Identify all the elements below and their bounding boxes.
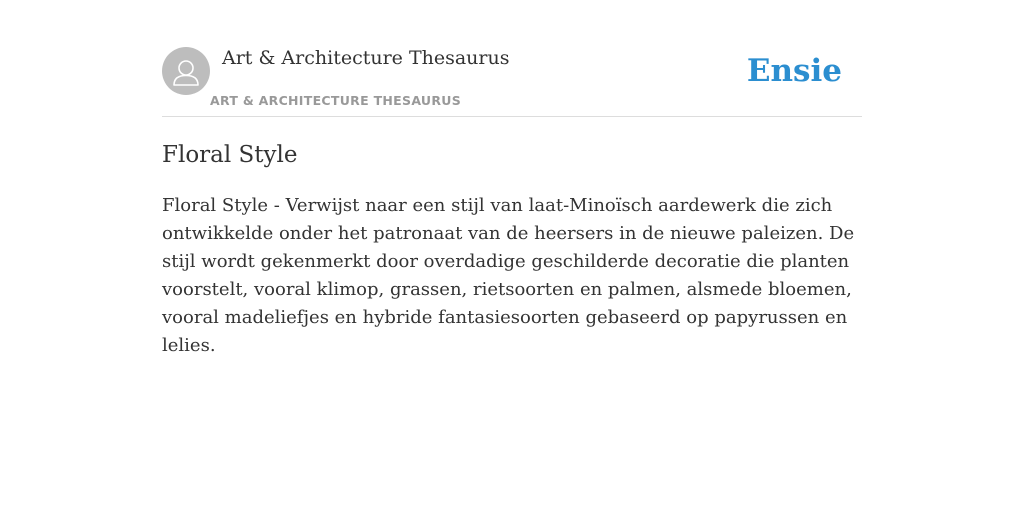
- avatar[interactable]: [162, 47, 210, 95]
- header: [162, 46, 862, 117]
- ensie-logo[interactable]: Ensie: [746, 53, 842, 89]
- author-subtitle[interactable]: ART & ARCHITECTURE THESAURUS: [210, 93, 462, 108]
- article-title: Floral Style: [162, 142, 298, 168]
- user-icon: [162, 47, 210, 95]
- author-name[interactable]: Art & Architecture Thesaurus: [222, 47, 510, 69]
- article-definition: Floral Style - Verwijst naar een stijl van laat-Minoïsch aardewerk die zich ontwikkelde onder het patronaat van de heersers in de nieuwe paleizen. De stijl wordt gekenmerkt door overdadige geschilderde decoratie die planten voorstelt, vooral klimop, grassen, rietsoorten en palmen, alsmede bloemen, vooral madeliefjes en hybride fantasiesoorten gebaseerd op papyrussen en lelies.: [162, 195, 855, 356]
